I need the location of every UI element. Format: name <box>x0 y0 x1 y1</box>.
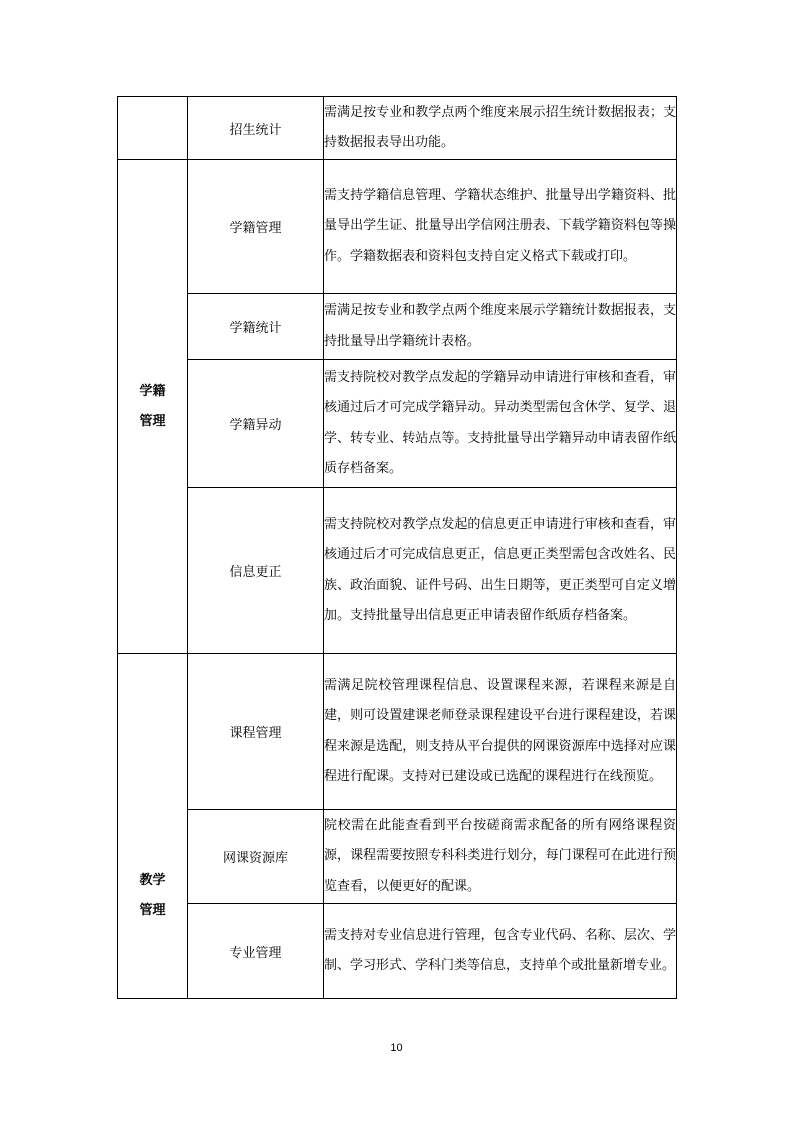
category-cell-teaching <box>118 654 188 999</box>
table-row <box>118 904 677 999</box>
category-cell-student-status <box>118 160 188 654</box>
table-row <box>118 360 677 488</box>
description-cell: 需支持学籍信息管理、学籍状态维护、批量导出学籍资料、批量导出学生证、批量导出学信网注册表、下载学籍资料包等操作。学籍数据表和资料包支持自定义格式下载或打印。 <box>324 160 677 294</box>
item-cell: 学籍异动 <box>188 360 324 488</box>
item-cell: 学籍管理 <box>188 160 324 294</box>
table-row <box>118 97 677 160</box>
description-cell: 需支持院校对教学点发起的学籍异动申请进行审核和查看，审核通过后才可完成学籍异动。异动类型需包含休学、复学、退学、转专业、转站点等。支持批量导出学籍异动申请表留作纸质存档备案。 <box>324 360 677 488</box>
item-cell: 信息更正 <box>188 488 324 654</box>
item-cell: 专业管理 <box>188 904 324 999</box>
item-cell: 学籍统计 <box>188 294 324 360</box>
table-row <box>118 810 677 904</box>
description-cell: 需满足按专业和教学点两个维度来展示招生统计数据报表；支持数据报表导出功能。 <box>324 97 677 160</box>
table-row <box>118 654 677 810</box>
table-row <box>118 294 677 360</box>
item-cell: 网课资源库 <box>188 810 324 904</box>
requirements-table <box>117 96 677 999</box>
page-number: 10 <box>390 1042 403 1054</box>
category-label: 学籍 管理 <box>139 383 166 429</box>
description-cell: 需支持院校对教学点发起的信息更正申请进行审核和查看，审核通过后才可完成信息更正，信息更正类型需包含改姓名、民族、政治面貌、证件号码、出生日期等，更正类型可自定义增加。支持批量导出信息更正申请表留作纸质存档备案。 <box>324 488 677 654</box>
description-cell: 院校需在此能查看到平台按磋商需求配备的所有网络课程资源，课程需要按照专科科类进行划分，每门课程可在此进行预览查看，以便更好的配课。 <box>324 810 677 904</box>
table-row <box>118 488 677 654</box>
description-cell: 需支持对专业信息进行管理，包含专业代码、名称、层次、学制、学习形式、学科门类等信息，支持单个或批量新增专业。 <box>324 904 677 999</box>
category-label: 教学 管理 <box>139 873 166 918</box>
category-cell-empty <box>118 97 188 160</box>
item-cell: 招生统计 <box>188 97 324 160</box>
table-row <box>118 160 677 294</box>
description-cell: 需满足按专业和教学点两个维度来展示学籍统计数据报表，支持批量导出学籍统计表格。 <box>324 294 677 360</box>
item-cell: 课程管理 <box>188 654 324 810</box>
description-cell: 需满足院校管理课程信息、设置课程来源，若课程来源是自建，则可设置建课老师登录课程建设平台进行课程建设，若课程来源是选配，则支持从平台提供的网课资源库中选择对应课程进行配课。支持对已建设或已选配的课程进行在线预览。 <box>324 654 677 810</box>
